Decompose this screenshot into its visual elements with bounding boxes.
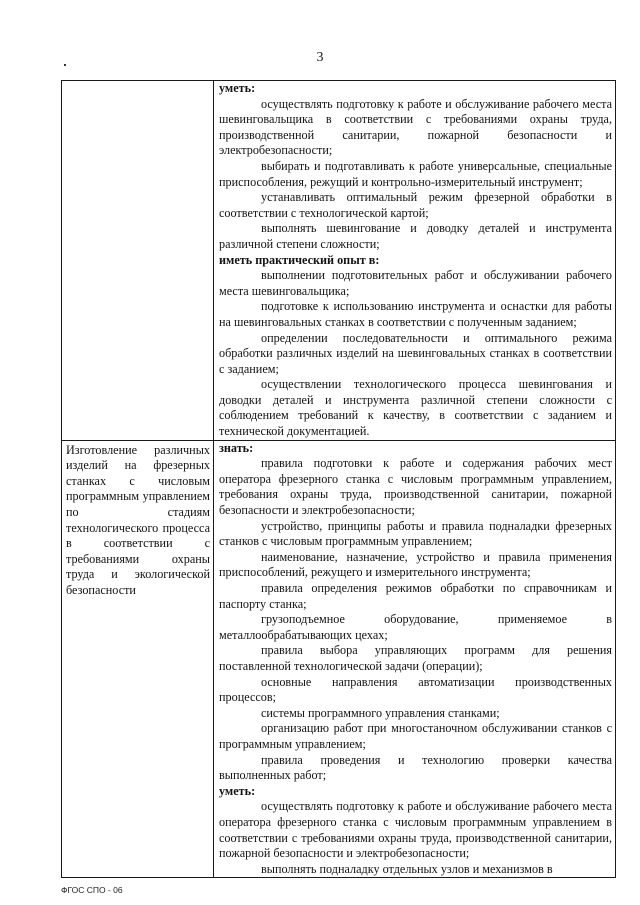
list-item: устанавливать оптимальный режим фрезерной обработки в соответствии с технологической картой; [219,190,612,220]
skills-label: уметь: [219,783,256,798]
experience-label: иметь практический опыт в: [219,252,380,267]
page-number: 3 [316,50,324,65]
competency-cell [62,440,214,878]
footer-code: ФГОС СПО - 06 [61,885,123,895]
list-item: выполнять подналадку отдельных узлов и механизмов в [261,861,553,876]
table-row [62,440,616,878]
requirements-table [61,80,616,878]
list-item: системы программного управления станками; [261,705,500,720]
list-item: осуществлении технологического процесса шевингования и доводки деталей и инструмента различной степени сложности с соблюдением требований к качеству, в соответствии с заданием и технической документацией. [219,377,612,439]
requirements-cell [214,440,616,878]
competency-text: Изготовление различных изделий на фрезерных станках с числовым программным управлением по стадиям технологического процесса в соответствии с требованиями охраны труда и экологической безопасности [66,442,210,597]
list-item: определении последовательности и оптимального режима обработки различных изделий на шевинговальных станках в соответствии с заданием; [219,330,612,376]
knowledge-label: знать: [219,440,254,455]
list-item: осуществлять подготовку к работе и обслуживание рабочего места шевинговальщика в соответствии с требованиями охраны труда, производственной санитарии, пожарной безопасности и электробезопасности; [219,96,612,158]
list-item: осуществлять подготовку к работе и обслуживание рабочего места оператора фрезерного станка с числовым программным управлением в соответствии с требованиями охраны труда, производственной санитарии, пожарной безопасности и электробезопасности; [219,799,612,861]
list-item: основные направления автоматизации производственных процессов; [219,674,612,705]
list-item: выбирать и подготавливать к работе универсальные, специальные приспособления, режущий и контрольно-измерительный инструмент; [219,158,612,189]
table-row [62,81,616,441]
competency-cell [62,81,214,441]
list-item: выполнять шевингование и доводку деталей и инструмента различной степени сложности; [219,221,612,251]
skills-label: уметь: [219,81,256,95]
list-item: устройство, принципы работы и правила подналадки фрезерных станков с числовым программным управлением; [219,518,612,549]
list-item: выполнении подготовительных работ и обслуживании рабочего места шевинговальщика; [219,268,612,298]
list-item: подготовке к использованию инструмента и оснастки для работы на шевинговальных станках в соответствии с полученным заданием; [219,299,612,329]
list-item: грузоподъемное оборудование, применяемое в металлообрабатывающих цехах; [219,612,612,642]
list-item: организацию работ при многостаночном обслуживании станков с программным управлением; [219,721,612,751]
list-item: правила определения режимов обработки по справочникам и паспорту станка; [219,581,612,611]
list-item: правила проведения и технологию проверки качества выполненных работ; [219,752,612,783]
list-item: правила подготовки к работе и содержания рабочих мест оператора фрезерного станка с числовым программным управлением, требования охраны труда, производственной санитарии, пожарной безопасности и электробезопасности; [219,456,612,518]
scan-speck [64,64,66,66]
list-item: правила выбора управляющих программ для решения поставленной технологической задачи (операции); [219,643,612,673]
requirements-cell [214,81,616,441]
list-item: наименование, назначение, устройство и правила применения приспособлений, режущего и измерительного инструмента; [219,549,612,580]
